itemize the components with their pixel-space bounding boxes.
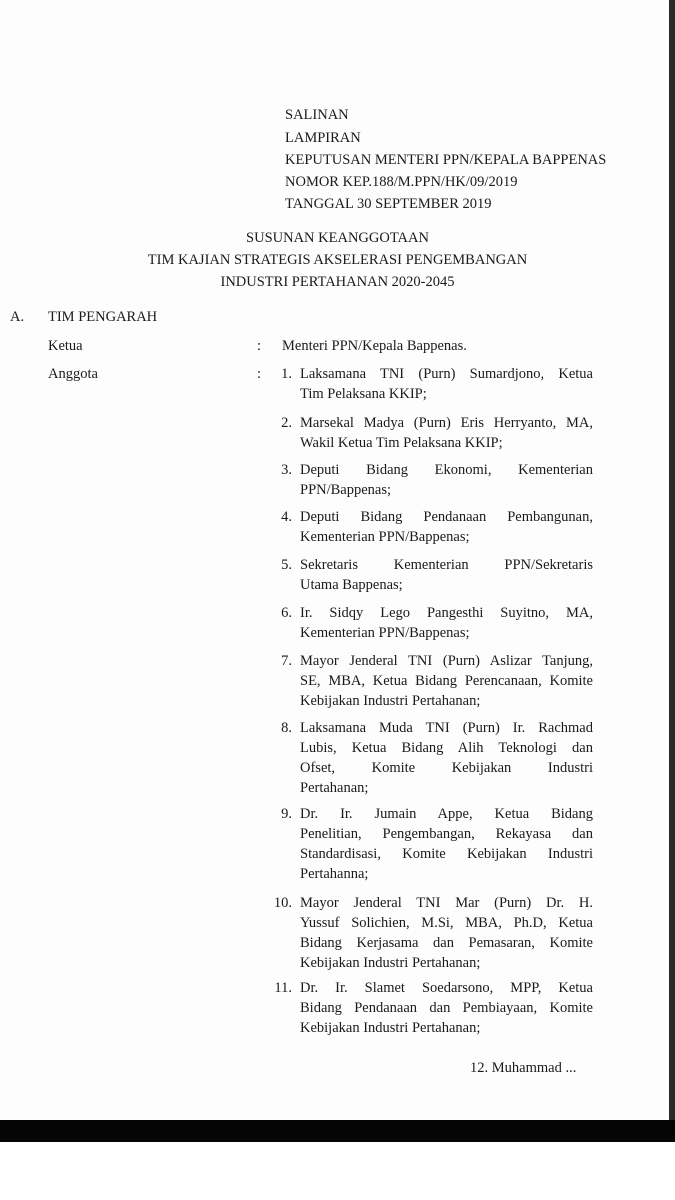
- member-number: 8.: [281, 720, 292, 736]
- member-item: [300, 651, 593, 711]
- member-item: [300, 364, 593, 404]
- title-line-3: INDUSTRI PERTAHANAN 2020-2045: [220, 274, 455, 290]
- member-item: [300, 507, 593, 547]
- member-line: Bidang Kerjasama dan Pemasaran, Komite: [300, 935, 593, 951]
- member-line: Pertahanan;: [300, 780, 369, 796]
- section-title: TIM PENGARAH: [48, 309, 158, 325]
- member-line: SE, MBA, Ketua Bidang Perencanaan, Komite: [300, 673, 593, 689]
- member-item: [300, 978, 593, 1038]
- member-line: Bidang Pendanaan dan Pembiayaan, Komite: [300, 1000, 593, 1016]
- member-line: Yussuf Solichien, M.Si, MBA, Ph.D, Ketua: [300, 915, 593, 931]
- header-lampiran: LAMPIRAN: [285, 130, 361, 146]
- member-line: Pertahanna;: [300, 866, 369, 882]
- member-line: Deputi Bidang Ekonomi, Kementerian: [300, 462, 593, 478]
- member-line: Dr. Ir. Jumain Appe, Ketua Bidang: [300, 806, 593, 822]
- member-line: Wakil Ketua Tim Pelaksana KKIP;: [300, 435, 503, 451]
- member-item: [300, 460, 593, 500]
- member-line: Marsekal Madya (Purn) Eris Herryanto, MA,: [300, 415, 593, 431]
- member-line: Mayor Jenderal TNI (Purn) Aslizar Tanjung,: [300, 653, 593, 669]
- member-line: PPN/Bappenas;: [300, 482, 392, 498]
- ketua-label: Ketua: [48, 338, 83, 354]
- member-number: 3.: [281, 462, 292, 478]
- bottom-black-bar: [0, 1120, 675, 1142]
- member-item: [300, 804, 593, 884]
- member-line: Kementerian PPN/Bappenas;: [300, 529, 470, 545]
- member-line: Standardisasi, Komite Kebijakan Industri: [300, 846, 593, 862]
- member-number: 7.: [281, 653, 292, 669]
- member-line: Deputi Bidang Pendanaan Pembangunan,: [300, 509, 593, 525]
- anggota-colon: :: [257, 366, 262, 382]
- member-line: Lubis, Ketua Bidang Alih Teknologi dan: [300, 740, 593, 756]
- member-line: Penelitian, Pengembangan, Rekayasa dan: [300, 826, 593, 842]
- member-item: [300, 603, 593, 643]
- header-tanggal: TANGGAL 30 SEPTEMBER 2019: [285, 196, 492, 212]
- anggota-label: Anggota: [48, 366, 98, 382]
- member-number: 6.: [281, 605, 292, 621]
- member-number: 11.: [274, 980, 292, 996]
- section-letter: A.: [10, 309, 25, 325]
- member-line: Laksamana Muda TNI (Purn) Ir. Rachmad: [300, 720, 593, 736]
- member-line: Laksamana TNI (Purn) Sumardjono, Ketua: [300, 366, 593, 382]
- page-edge-shadow: [669, 0, 675, 1120]
- member-line: Ofset, Komite Kebijakan Industri: [300, 760, 593, 776]
- member-line: Utama Bappenas;: [300, 577, 403, 593]
- member-line: Tim Pelaksana KKIP;: [300, 386, 427, 402]
- member-line: Kebijakan Industri Pertahanan;: [300, 693, 481, 709]
- member-line: Kementerian PPN/Bappenas;: [300, 625, 470, 641]
- header-keputusan: KEPUTUSAN MENTERI PPN/KEPALA BAPPENAS: [285, 152, 607, 168]
- header-nomor: NOMOR KEP.188/M.PPN/HK/09/2019: [285, 174, 518, 190]
- member-item: [300, 718, 593, 798]
- continuation-text: 12. Muhammad ...: [470, 1060, 577, 1076]
- member-item: [300, 413, 593, 453]
- member-number: 2.: [281, 415, 292, 431]
- member-number: 9.: [281, 806, 292, 822]
- member-number: 1.: [281, 366, 292, 382]
- member-line: Ir. Sidqy Lego Pangesthi Suyitno, MA,: [300, 605, 593, 621]
- title-line-1: SUSUNAN KEANGGOTAAN: [246, 230, 429, 246]
- member-line: Kebijakan Industri Pertahanan;: [300, 1020, 481, 1036]
- member-line: Dr. Ir. Slamet Soedarsono, MPP, Ketua: [300, 980, 593, 996]
- member-number: 5.: [281, 557, 292, 573]
- ketua-value: Menteri PPN/Kepala Bappenas.: [282, 338, 467, 354]
- ketua-colon: :: [257, 338, 262, 354]
- member-line: Sekretaris Kementerian PPN/Sekretaris: [300, 557, 593, 573]
- blank-area: [0, 1142, 675, 1200]
- header-salinan: SALINAN: [285, 107, 349, 123]
- member-item: [300, 893, 593, 973]
- member-number: 10.: [273, 895, 292, 911]
- member-item: [300, 555, 593, 595]
- member-line: Mayor Jenderal TNI Mar (Purn) Dr. H.: [300, 895, 593, 911]
- title-line-2: TIM KAJIAN STRATEGIS AKSELERASI PENGEMBANGAN: [147, 252, 528, 268]
- member-number: 4.: [281, 509, 292, 525]
- member-line: Kebijakan Industri Pertahanan;: [300, 955, 481, 971]
